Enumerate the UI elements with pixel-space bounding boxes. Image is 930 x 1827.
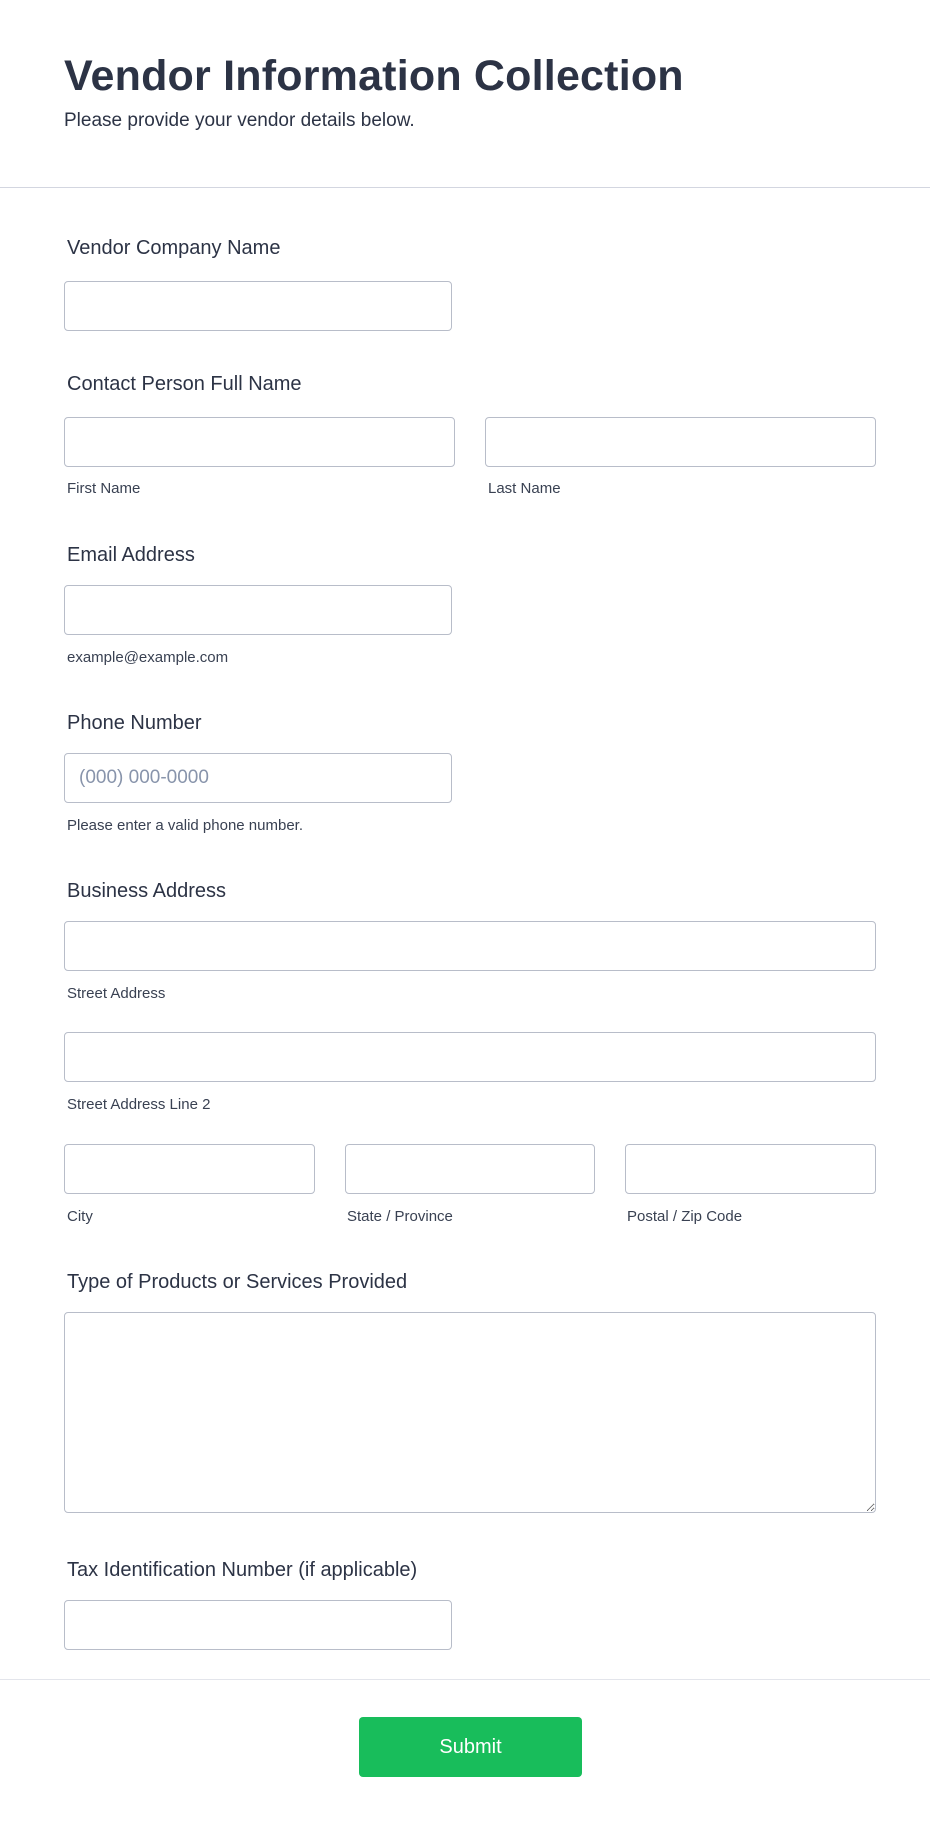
- form-header: [0, 0, 930, 188]
- street-address-input[interactable]: [64, 921, 876, 971]
- first-name-sublabel: First Name: [67, 480, 141, 497]
- phone-input[interactable]: [64, 753, 452, 803]
- street-address-sublabel: Street Address: [67, 985, 166, 1002]
- company-name-label: Vendor Company Name: [67, 237, 281, 259]
- form-subtitle: Please provide your vendor details below.: [64, 110, 415, 131]
- state-input[interactable]: [345, 1144, 595, 1194]
- email-label: Email Address: [67, 544, 195, 566]
- last-name-input[interactable]: [485, 417, 876, 467]
- address-label: Business Address: [67, 880, 226, 902]
- tax-id-input[interactable]: [64, 1600, 452, 1650]
- street-address-line2-input[interactable]: [64, 1032, 876, 1082]
- last-name-sublabel: Last Name: [488, 480, 561, 497]
- products-label: Type of Products or Services Provided: [67, 1271, 408, 1293]
- form-title: Vendor Information Collection: [64, 52, 684, 100]
- city-sublabel: City: [67, 1208, 93, 1225]
- products-textarea[interactable]: [64, 1312, 876, 1513]
- phone-sublabel: Please enter a valid phone number.: [67, 817, 303, 834]
- company-name-input[interactable]: [64, 281, 452, 331]
- city-input[interactable]: [64, 1144, 315, 1194]
- street-address-line2-sublabel: Street Address Line 2: [67, 1096, 211, 1113]
- tax-id-label: Tax Identification Number (if applicable): [67, 1559, 418, 1581]
- zip-sublabel: Postal / Zip Code: [627, 1208, 743, 1225]
- contact-name-label: Contact Person Full Name: [67, 373, 302, 395]
- email-input[interactable]: [64, 585, 452, 635]
- state-sublabel: State / Province: [347, 1208, 453, 1225]
- zip-input[interactable]: [625, 1144, 876, 1194]
- email-sublabel: example@example.com: [67, 649, 229, 666]
- first-name-input[interactable]: [64, 417, 455, 467]
- phone-label: Phone Number: [67, 712, 202, 734]
- submit-button[interactable]: Submit: [359, 1717, 582, 1777]
